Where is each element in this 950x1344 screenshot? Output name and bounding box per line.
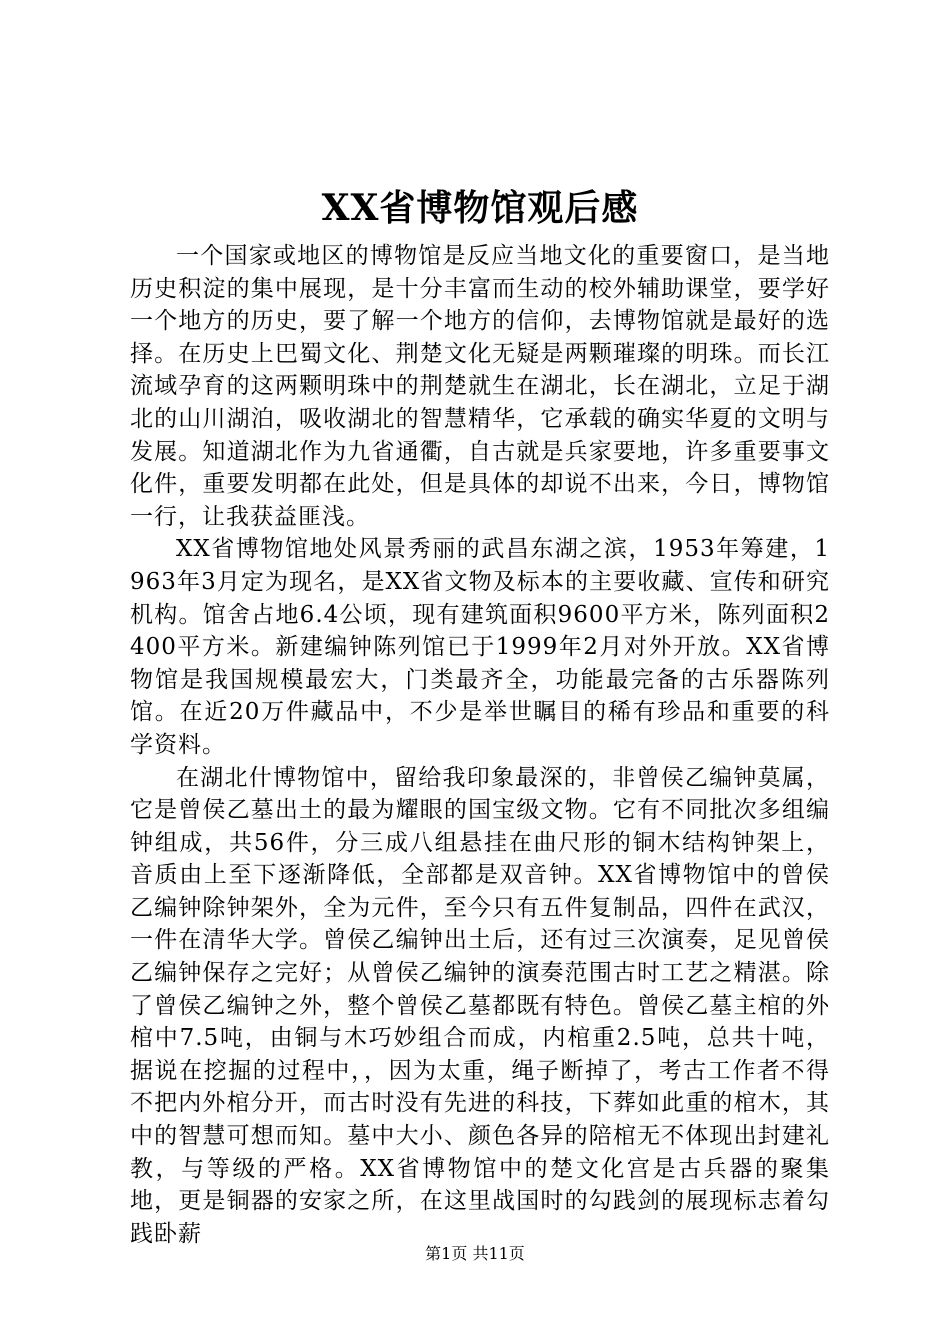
page-number-footer: 第1页 共11页 (425, 1244, 525, 1263)
document-body (130, 240, 830, 1250)
document-title: XX省博物馆观后感 (321, 187, 639, 229)
paragraph-intro: 一个国家或地区的博物馆是反应当地文化的重要窗口，是当地历史积淀的集中展现，是十分丰富而生动的校外辅助课堂，要学好一个地方的历史，要了解一个地方的信仰，去博物馆就是最好的选择。在历史上巴蜀文化、荆楚文化无疑是两颗璀璨的明珠。而长江流域孕育的这两颗明珠中的荆楚就生在湖北，长在湖北，立足于湖北的山川湖泊，吸收湖北的智慧精华，它承载的确实华夏的文明与发展。知道湖北作为九省通衢，自古就是兵家要地，许多重要事文化件，重要发明都在此处，但是具体的却说不出来，今日，博物馆一行，让我获益匪浅。 (130, 243, 830, 530)
paragraph-museum-overview: XX省博物馆地处风景秀丽的武昌东湖之滨，1953年筹建，1963年3月定为现名，是XX省文物及标本的主要收藏、宣传和研究机构。馆舍占地6.4公顷，现有建筑面积9600平方米，陈列面积2400平方米。新建编钟陈列馆已于1999年2月对外开放。XX省博物馆是我国规模最宏大，门类最齐全，功能最完备的古乐器陈列馆。在近20万件藏品中，不少是举世瞩目的稀有珍品和重要的科学资料。 (130, 536, 830, 758)
paragraph-bianzhong: 在湖北什博物馆中，留给我印象最深的，非曾侯乙编钟莫属，它是曾侯乙墓出土的最为耀眼的国宝级文物。它有不同批次多组编钟组成，共56件，分三成八组悬挂在曲尺形的铜木结构钟架上，音质由上至下逐渐降低，全部都是双音钟。XX省博物馆中的曾侯乙编钟除钟架外，全为元件，至今只有五件复制品，四件在武汉，一件在清华大学。曾侯乙编钟出土后，还有过三次演奏，足见曾侯乙编钟保存之完好；从曾侯乙编钟的演奏范围古时工艺之精湛。除了曾侯乙编钟之外，整个曾侯乙墓都既有特色。曾侯乙墓主棺的外棺中7.5吨，由铜与木巧妙组合而成，内棺重2.5吨，总共十吨，据说在挖掘的过程中，，因为太重，绳子断掉了，考古工作者不得不把内外棺分开，而古时没有先进的科技，下葬如此重的棺木，其中的智慧可想而知。墓中大小、颜色各异的陪棺无不体现出封建礼教，与等级的严格。XX省博物馆中的楚文化宫是古兵器的聚集地，更是铜器的安家之所，在这里战国时的勾践剑的展现标志着勾践卧薪 (130, 764, 830, 1247)
